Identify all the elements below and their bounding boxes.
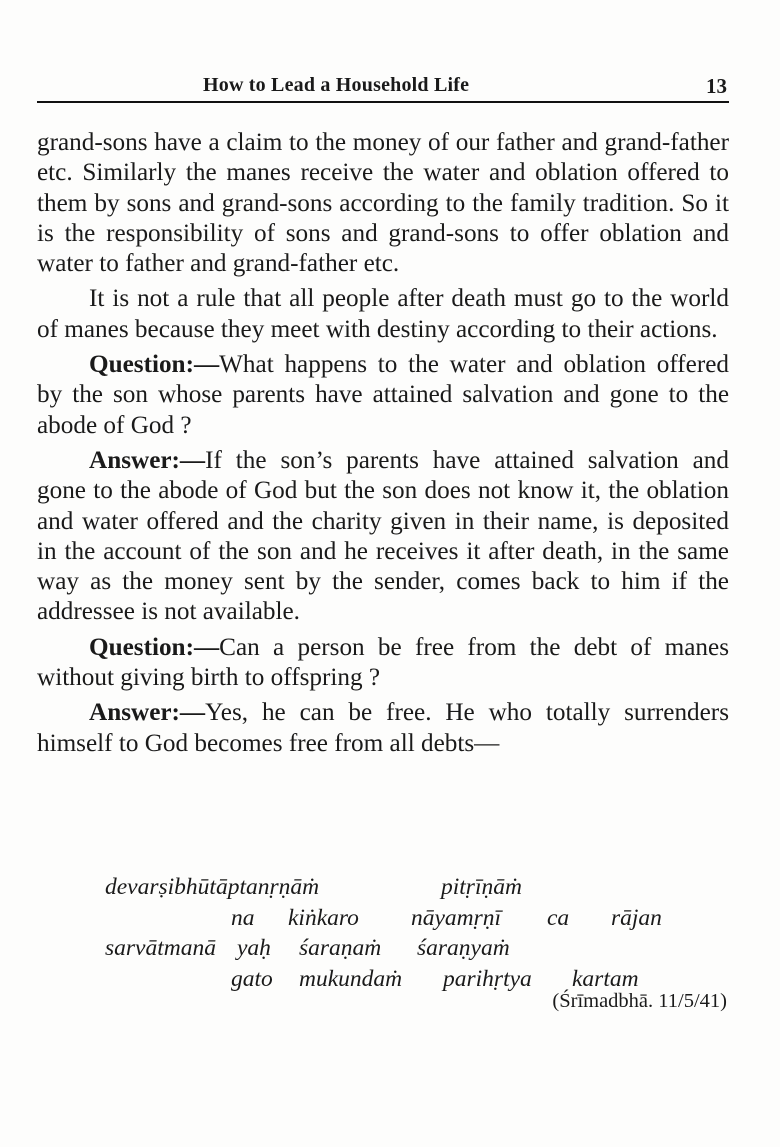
- verse-word: pitṛīṇāṁ: [441, 874, 522, 900]
- answer-label: Answer:—: [89, 699, 206, 727]
- sanskrit-verse: [37, 872, 729, 994]
- verse-line-2: [37, 903, 729, 934]
- answer: [37, 698, 729, 759]
- header-rule: [37, 101, 729, 103]
- page-number: 13: [706, 74, 727, 98]
- verse-word: śaraṇyaṁ: [417, 935, 510, 961]
- verse-word: yaḥ: [237, 935, 271, 961]
- verse-word: nāyamṛṇī: [411, 904, 502, 931]
- question: [37, 633, 729, 694]
- verse-word: na: [231, 904, 255, 931]
- question-label: Question:—: [89, 633, 220, 661]
- paragraph: It is not a rule that all people after death must go to the world of manes because they meet with destiny according to their actions.: [37, 285, 729, 343]
- verse-word: ca: [547, 904, 570, 931]
- running-title: How to Lead a Household Life: [203, 74, 470, 96]
- verse-word: mukundaṁ: [299, 965, 403, 992]
- verse-line-1: [37, 872, 729, 903]
- answer: [37, 446, 729, 628]
- answer-text: Yes, he can be free. He who totally surrenders himself to God becomes free from all debts—: [37, 699, 729, 757]
- verse-word: kiṅkaro: [288, 904, 359, 931]
- body-text: [37, 128, 729, 759]
- question-text: Can a person be free from the debt of manes without giving birth to offspring ?: [37, 633, 729, 692]
- verse-word: parihṛtya: [443, 965, 532, 992]
- running-head: [37, 70, 729, 100]
- verse-word: rājan: [611, 904, 662, 931]
- verse-word: sarvātmanā: [105, 935, 216, 961]
- verse-word: gato: [231, 965, 273, 992]
- verse-word: devarṣibhūtāptanṛṇāṁ: [105, 874, 320, 900]
- question-label: Question:—: [89, 351, 220, 379]
- verse-citation: (Śrīmadbhā. 11/5/41): [552, 990, 727, 1012]
- verse-word: śaraṇaṁ: [299, 935, 382, 961]
- verse-word: kartam: [572, 965, 639, 992]
- paragraph: grand-sons have a claim to the money of our father and grand-father etc. Similarly the manes receive the water and oblation offered to them by sons and grand-sons according to the family tradition. So it is the responsibility of sons and grand-sons to offer oblation and water to father and grand-father etc.: [37, 129, 729, 278]
- verse-line-3: [37, 933, 729, 964]
- question: [37, 350, 729, 441]
- answer-text: If the son’s parents have attained salvation and gone to the abode of God but the son does not know it, the oblation and water offered and the charity given in their name, is deposited in the account of the son and he receives it after death, in the same way as the money sent by the sender, comes back to him if the addressee is not available.: [37, 446, 729, 626]
- question-text: What happens to the water and oblation offered by the son whose parents have attained salvation and gone to the abode of God ?: [37, 351, 729, 439]
- answer-label: Answer:—: [89, 446, 206, 474]
